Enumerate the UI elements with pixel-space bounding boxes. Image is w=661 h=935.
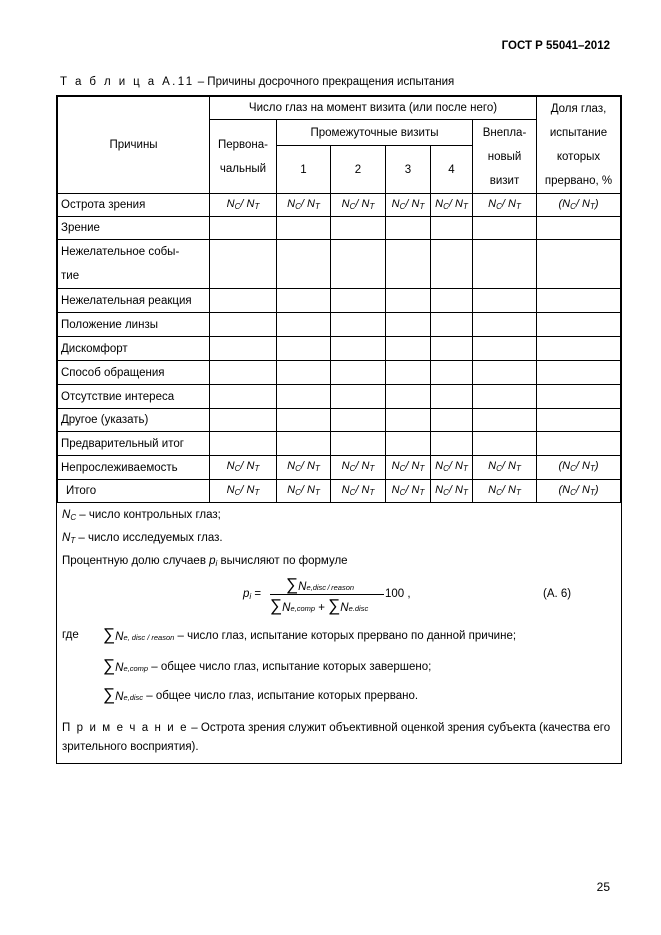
count-cell: [331, 480, 386, 503]
cell-n: N: [226, 460, 235, 472]
w1-n: N: [115, 631, 124, 643]
empty-cell: [331, 432, 386, 456]
note-line-1: [62, 722, 610, 734]
w3-sub: e,disc: [123, 693, 144, 702]
num-sub: e,disc / reason: [306, 583, 355, 592]
row-reason: Дискомфорт: [58, 337, 210, 361]
empty-cell: [473, 337, 537, 361]
empty-cell: [473, 289, 537, 313]
count-cell: [386, 194, 431, 217]
empty-cell: [537, 313, 621, 337]
table-row: [58, 456, 621, 480]
count-cell: [210, 194, 277, 217]
cell-c: C: [234, 201, 241, 211]
empty-cell: [210, 240, 277, 289]
cell-c: C: [349, 201, 356, 211]
empty-cell: [431, 385, 473, 409]
cell-t: T: [419, 487, 425, 497]
header-intermediate: Промежуточные визиты: [277, 120, 473, 146]
w1-text: – число глаз, испытание которых прервано по данной причине;: [174, 630, 517, 642]
table-row: [58, 361, 621, 385]
percent-var: p: [209, 555, 216, 567]
nc-var: N: [62, 509, 71, 521]
empty-cell: [537, 409, 621, 432]
empty-cell: [277, 337, 331, 361]
share-t: T: [589, 201, 595, 211]
table-row: [58, 289, 621, 313]
fraction-bar: [270, 594, 384, 595]
cell-n: N: [435, 197, 444, 210]
count-cell: [431, 194, 473, 217]
cell-sep: /: [300, 460, 307, 472]
row-reason: Отсутствие интереса: [58, 385, 210, 409]
share-n2: N: [582, 460, 590, 472]
where-line-1: [103, 625, 516, 645]
share-line-3: которых: [556, 151, 601, 163]
empty-cell: [386, 289, 431, 313]
table-row: [58, 337, 621, 361]
empty-cell: [386, 361, 431, 385]
percent-sub: i: [215, 559, 218, 568]
percent-text-2: вычисляют по формуле: [217, 555, 348, 567]
empty-cell: [473, 361, 537, 385]
share-n2: N: [582, 483, 590, 496]
sum-icon: ∑: [270, 596, 283, 615]
count-cell: [431, 456, 473, 480]
cell-c: C: [234, 487, 241, 497]
empty-cell: [386, 385, 431, 409]
cell-c: C: [496, 487, 502, 497]
cell-t: T: [462, 487, 468, 497]
cell-n2: N: [361, 483, 370, 496]
where-line-2: [103, 656, 431, 676]
share-sep: /: [575, 483, 582, 496]
empty-cell: [431, 240, 473, 289]
share-cell: [537, 194, 621, 217]
share-close: ): [594, 460, 599, 472]
empty-cell: [210, 289, 277, 313]
empty-cell: [331, 409, 386, 432]
share-line-4: прервано, %: [544, 175, 613, 187]
formula-denominator: [270, 596, 368, 616]
cell-sep: /: [240, 197, 247, 210]
cell-n: N: [391, 483, 400, 496]
nt-text: – число исследуемых глаз.: [75, 532, 223, 544]
nc-text: – число контрольных глаз;: [76, 509, 221, 521]
cell-n2: N: [361, 460, 370, 472]
sum-icon: ∑: [103, 656, 116, 675]
share-open: (: [558, 483, 563, 496]
cell-n2: N: [455, 197, 463, 210]
cell-sep: /: [501, 460, 508, 472]
cell-sep: /: [405, 483, 412, 496]
header-visit-3: 3: [386, 146, 431, 194]
note-label: П р и м е ч а н и е: [62, 722, 189, 734]
empty-cell: [473, 432, 537, 456]
note-nt: [62, 532, 223, 545]
w3-n: N: [115, 691, 124, 703]
sum-icon: ∑: [286, 575, 299, 594]
cell-n: N: [341, 460, 350, 472]
header-initial: [210, 120, 277, 194]
den-n1: N: [282, 602, 291, 614]
count-cell: [331, 456, 386, 480]
share-cell: [537, 456, 621, 480]
den-plus: +: [318, 602, 325, 614]
empty-cell: [277, 217, 331, 240]
row-reason: Способ обращения: [58, 361, 210, 385]
nt-var: N: [62, 532, 71, 544]
den-sub1: e,comp: [290, 604, 316, 613]
cell-n2: N: [411, 197, 420, 210]
empty-cell: [331, 361, 386, 385]
table-row: [58, 385, 621, 409]
empty-cell: [331, 313, 386, 337]
cell-sep: /: [501, 483, 508, 496]
cell-t: T: [254, 464, 260, 473]
formula-numerator: [286, 575, 354, 595]
empty-cell: [277, 240, 331, 289]
cell-t: T: [314, 487, 320, 497]
cell-n: N: [488, 483, 497, 496]
cell-sep: /: [501, 197, 508, 210]
table-row: [58, 240, 621, 289]
empty-cell: [277, 313, 331, 337]
empty-cell: [537, 337, 621, 361]
cell-n: N: [341, 197, 350, 210]
cell-n: N: [391, 460, 400, 472]
page-number: 25: [596, 880, 610, 894]
table-row: [58, 217, 621, 240]
share-t: T: [589, 464, 595, 473]
empty-cell: [386, 432, 431, 456]
empty-cell: [277, 385, 331, 409]
row-reason: Другое (указать): [58, 409, 210, 432]
reason-line-1: Нежелательное собы-: [61, 246, 180, 258]
empty-cell: [537, 240, 621, 289]
share-line-2: испытание: [549, 127, 608, 139]
empty-cell: [210, 361, 277, 385]
share-open: (: [558, 460, 563, 472]
empty-cell: [386, 217, 431, 240]
num-n: N: [298, 581, 307, 593]
cell-sep: /: [355, 197, 362, 210]
empty-cell: [386, 337, 431, 361]
cell-n: N: [287, 460, 296, 472]
cell-n2: N: [508, 483, 516, 496]
table-row: [58, 194, 621, 217]
empty-cell: [431, 432, 473, 456]
empty-cell: [473, 313, 537, 337]
cell-c: C: [496, 464, 502, 473]
share-sep: /: [575, 197, 582, 210]
cell-n2: N: [508, 460, 516, 472]
empty-cell: [473, 240, 537, 289]
row-reason: Нежелательная реакция: [58, 289, 210, 313]
count-cell: [277, 194, 331, 217]
cell-sep: /: [240, 460, 247, 472]
share-n: N: [562, 483, 571, 496]
w2-n: N: [115, 662, 124, 674]
formula-p-sub: i: [249, 592, 252, 601]
cell-n: N: [226, 197, 235, 210]
caption-dash: –: [194, 76, 208, 88]
empty-cell: [277, 409, 331, 432]
formula-lhs: [243, 588, 261, 601]
cell-t: T: [515, 487, 521, 497]
cell-c: C: [443, 487, 449, 497]
empty-cell: [537, 432, 621, 456]
cell-n: N: [287, 197, 296, 210]
cell-c: C: [399, 201, 406, 211]
share-open: (: [558, 197, 563, 210]
header-reasons: Причины: [58, 97, 210, 194]
empty-cell: [386, 240, 431, 289]
cell-c: C: [295, 464, 301, 473]
cell-t: T: [369, 201, 375, 211]
nc-sub: C: [70, 513, 77, 522]
sum-icon: ∑: [328, 596, 341, 615]
cell-sep: /: [405, 197, 412, 210]
w2-text: – общее число глаз, испытание которых завершено;: [148, 661, 432, 673]
share-close: ): [594, 197, 599, 210]
table-row: [58, 409, 621, 432]
cell-n: N: [391, 197, 400, 210]
cell-t: T: [462, 464, 468, 473]
share-c: C: [570, 487, 576, 497]
row-reason: Непрослеживаемость: [58, 456, 210, 480]
w2-sub: e,comp: [123, 664, 149, 673]
empty-cell: [431, 217, 473, 240]
cell-t: T: [462, 201, 468, 211]
cell-c: C: [399, 487, 406, 497]
cell-c: C: [349, 487, 356, 497]
count-cell: [473, 480, 537, 503]
empty-cell: [386, 313, 431, 337]
cell-n: N: [435, 460, 444, 472]
cell-n2: N: [455, 483, 463, 496]
cell-n: N: [226, 483, 235, 496]
empty-cell: [431, 313, 473, 337]
share-n2: N: [582, 197, 590, 210]
cell-n2: N: [307, 460, 315, 472]
header-visit-4: 4: [431, 146, 473, 194]
row-reason: Предварительный итог: [58, 432, 210, 456]
cell-sep: /: [355, 460, 362, 472]
empty-cell: [331, 289, 386, 313]
cell-n2: N: [455, 460, 463, 472]
empty-cell: [210, 385, 277, 409]
den-n2: N: [340, 602, 349, 614]
formula-number: (А. 6): [543, 588, 572, 600]
cell-n2: N: [508, 197, 516, 210]
count-cell: [386, 480, 431, 503]
share-sep: /: [575, 460, 582, 472]
unplanned-line-1: Внепла-: [482, 126, 527, 139]
empty-cell: [277, 361, 331, 385]
share-line-1: Доля глаз,: [550, 103, 607, 115]
header-visit-1: 1: [277, 146, 331, 194]
cell-n2: N: [361, 197, 370, 210]
nt-sub: T: [70, 536, 76, 545]
cell-c: C: [399, 464, 406, 473]
empty-cell: [431, 361, 473, 385]
cell-n2: N: [246, 460, 255, 472]
empty-cell: [473, 385, 537, 409]
percent-text: Процентную долю случаев: [62, 555, 210, 567]
empty-cell: [431, 289, 473, 313]
cell-c: C: [295, 201, 301, 211]
header-share: [537, 97, 621, 194]
count-cell: [473, 194, 537, 217]
initial-line-2: чальный: [219, 162, 267, 175]
empty-cell: [431, 409, 473, 432]
cell-c: C: [349, 464, 356, 473]
empty-cell: [473, 409, 537, 432]
cell-c: C: [234, 464, 241, 473]
reasons-table: [57, 96, 621, 503]
count-cell: [210, 480, 277, 503]
row-reason: [58, 240, 210, 289]
table-row: [58, 480, 621, 503]
cell-sep: /: [300, 197, 307, 210]
share-t: T: [589, 487, 595, 497]
header-eyes-count: Число глаз на момент визита (или после него): [210, 97, 537, 120]
table-label: Т а б л и ц а А.11: [60, 76, 195, 88]
table-row: [58, 432, 621, 456]
count-cell: [473, 456, 537, 480]
empty-cell: [277, 289, 331, 313]
empty-cell: [537, 385, 621, 409]
cell-sep: /: [355, 483, 362, 496]
count-cell: [277, 456, 331, 480]
empty-cell: [331, 337, 386, 361]
cell-n: N: [488, 197, 497, 210]
empty-cell: [210, 409, 277, 432]
empty-cell: [537, 361, 621, 385]
empty-cell: [537, 217, 621, 240]
share-c: C: [570, 201, 576, 211]
den-sub2: e.disc: [348, 604, 369, 613]
empty-cell: [210, 313, 277, 337]
w1-sub: e, disc / reason: [123, 633, 175, 642]
count-cell: [331, 194, 386, 217]
share-n: N: [562, 460, 571, 472]
share-n: N: [562, 197, 571, 210]
cell-t: T: [314, 464, 320, 473]
share-close: ): [594, 483, 599, 496]
cell-n2: N: [411, 460, 420, 472]
unplanned-line-2: новый: [487, 150, 522, 163]
cell-c: C: [443, 464, 449, 473]
note-percent: [62, 555, 348, 568]
cell-n2: N: [307, 483, 315, 496]
empty-cell: [431, 337, 473, 361]
where-line-3: [103, 685, 418, 705]
formula-eq: =: [251, 588, 262, 600]
cell-n2: N: [246, 483, 255, 496]
empty-cell: [331, 385, 386, 409]
cell-t: T: [515, 464, 521, 473]
cell-t: T: [254, 201, 260, 211]
cell-n2: N: [307, 197, 315, 210]
empty-cell: [473, 217, 537, 240]
empty-cell: [331, 240, 386, 289]
empty-cell: [537, 289, 621, 313]
cell-sep: /: [448, 483, 455, 496]
empty-cell: [210, 337, 277, 361]
cell-t: T: [369, 464, 375, 473]
cell-n: N: [287, 483, 296, 496]
cell-sep: /: [448, 197, 455, 210]
cell-sep: /: [405, 460, 412, 472]
share-cell: [537, 480, 621, 503]
standard-number: ГОСТ Р 55041–2012: [501, 40, 610, 52]
row-reason: Острота зрения: [58, 194, 210, 217]
count-cell: [431, 480, 473, 503]
empty-cell: [277, 432, 331, 456]
cell-sep: /: [240, 483, 247, 496]
count-cell: [277, 480, 331, 503]
where-label: где: [62, 629, 79, 641]
cell-t: T: [254, 487, 260, 497]
formula-mult: 100 ,: [385, 588, 411, 600]
cell-n: N: [341, 483, 350, 496]
sum-icon: ∑: [103, 625, 116, 644]
row-reason: Итого: [58, 480, 210, 503]
note-text: – Острота зрения служит объективной оценкой зрения субъекта (качества его: [188, 722, 611, 734]
note-nc: [62, 509, 221, 522]
header-visit-2: 2: [331, 146, 386, 194]
cell-sep: /: [448, 460, 455, 472]
empty-cell: [210, 432, 277, 456]
cell-t: T: [314, 201, 320, 211]
cell-t: T: [515, 201, 521, 211]
empty-cell: [210, 217, 277, 240]
table-title: Причины досрочного прекращения испытания: [207, 76, 455, 88]
cell-n2: N: [411, 483, 420, 496]
header-unplanned: [473, 120, 537, 194]
empty-cell: [331, 217, 386, 240]
table-caption: [60, 76, 454, 88]
initial-line-1: Первона-: [217, 138, 268, 151]
empty-cell: [386, 409, 431, 432]
count-cell: [210, 456, 277, 480]
cell-sep: /: [300, 483, 307, 496]
cell-c: C: [443, 201, 449, 211]
cell-t: T: [369, 487, 375, 497]
table-row: [58, 313, 621, 337]
unplanned-line-3: визит: [489, 174, 520, 187]
count-cell: [386, 456, 431, 480]
note-line-2: зрительного восприятия).: [62, 741, 199, 753]
cell-n: N: [488, 460, 497, 472]
row-reason: Зрение: [58, 217, 210, 240]
w3-text: – общее число глаз, испытание которых прервано.: [143, 690, 419, 702]
reason-line-2: тие: [61, 270, 80, 282]
cell-n: N: [435, 483, 444, 496]
cell-n2: N: [246, 197, 255, 210]
formula-p: p: [243, 588, 250, 600]
cell-c: C: [496, 201, 502, 211]
cell-c: C: [295, 487, 301, 497]
sum-icon: ∑: [103, 685, 116, 704]
cell-t: T: [419, 464, 425, 473]
row-reason: Положение линзы: [58, 313, 210, 337]
share-c: C: [570, 464, 576, 473]
cell-t: T: [419, 201, 425, 211]
